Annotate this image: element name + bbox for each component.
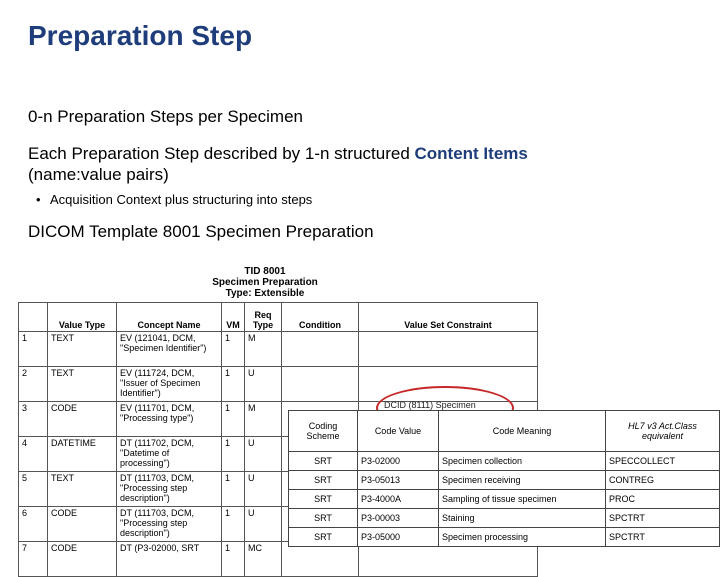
table-row — [289, 509, 720, 528]
value-set-note: DCID (8111) Specimen — [384, 400, 476, 410]
cell-condition — [282, 332, 359, 367]
header-row-number — [19, 303, 48, 332]
cell-vm: 1 — [222, 402, 245, 437]
table-row — [289, 452, 720, 471]
cell-coding-scheme: SRT — [289, 471, 358, 490]
header-value-set-constraint: Value Set Constraint — [359, 303, 538, 332]
cell-code-meaning: Staining — [439, 509, 606, 528]
cell-coding-scheme: SRT — [289, 490, 358, 509]
cell-value-type: CODE — [48, 507, 117, 542]
header-condition: Condition — [282, 303, 359, 332]
header-concept-name: Concept Name — [117, 303, 222, 332]
slide-title: Preparation Step — [28, 20, 253, 51]
header-code-meaning: Code Meaning — [439, 411, 606, 452]
bullet-dot-icon: • — [36, 192, 41, 207]
caption-line: Type: Extensible — [225, 288, 305, 299]
cell-code-value: P3-02000 — [358, 452, 439, 471]
cell-code-value: P3-4000A — [358, 490, 439, 509]
cell-code-meaning: Specimen collection — [439, 452, 606, 471]
cell-req-type: M — [245, 332, 282, 367]
cell-code-meaning: Specimen receiving — [439, 471, 606, 490]
content-items-suffix: (name:value pairs) — [28, 165, 169, 184]
cell-req-type: MC — [245, 542, 282, 577]
header-coding-scheme: Coding Scheme — [289, 411, 358, 452]
acquisition-bullet — [36, 192, 312, 207]
cell-value-type: TEXT — [48, 367, 117, 402]
cell-row-number: 6 — [19, 507, 48, 542]
cell-hl7-equivalent: SPCTRT — [606, 528, 720, 547]
cell-value-type: DATETIME — [48, 437, 117, 472]
cell-code-value: P3-05013 — [358, 471, 439, 490]
cell-code-value: P3-00003 — [358, 509, 439, 528]
cell-coding-scheme: SRT — [289, 528, 358, 547]
table-row — [289, 471, 720, 490]
cell-value-type: CODE — [48, 402, 117, 437]
header-hl7-equivalent: HL7 v3 Act.Class equivalent — [606, 411, 720, 452]
caption-line: Specimen Preparation — [212, 277, 318, 288]
cell-vm: 1 — [222, 437, 245, 472]
cell-concept-name: EV (111701, DCM, "Processing type") — [117, 402, 222, 437]
preparation-steps-text: 0-n Preparation Steps per Specimen — [28, 107, 303, 126]
cell-req-type: U — [245, 507, 282, 542]
cell-hl7-equivalent: SPCTRT — [606, 509, 720, 528]
cell-vm: 1 — [222, 332, 245, 367]
cell-condition — [282, 367, 359, 402]
cell-code-value: P3-05000 — [358, 528, 439, 547]
cell-concept-name: DT (P3-02000, SRT — [117, 542, 222, 577]
cell-concept-name: EV (121041, DCM, "Specimen Identifier") — [117, 332, 222, 367]
cell-value-type: CODE — [48, 542, 117, 577]
header-value-type: Value Type — [48, 303, 117, 332]
cell-hl7-equivalent: PROC — [606, 490, 720, 509]
content-items-prefix: Each Preparation Step described by 1-n structured — [28, 144, 415, 163]
cell-row-number: 3 — [19, 402, 48, 437]
cell-vm: 1 — [222, 367, 245, 402]
cell-vm: 1 — [222, 542, 245, 577]
template-table-header — [19, 303, 538, 332]
cell-hl7-equivalent: SPECCOLLECT — [606, 452, 720, 471]
cell-value-type: TEXT — [48, 332, 117, 367]
template-heading: DICOM Template 8001 Specimen Preparation — [28, 222, 374, 241]
content-items-link: Content Items — [414, 144, 528, 163]
header-req-type: Req Type — [245, 303, 282, 332]
cell-concept-name: DT (111702, DCM, "Datetime of processing") — [117, 437, 222, 472]
cell-concept-name: EV (111724, DCM, "Issuer of Specimen Identifier") — [117, 367, 222, 402]
cell-req-type: U — [245, 472, 282, 507]
cell-req-type: U — [245, 367, 282, 402]
cell-row-number: 1 — [19, 332, 48, 367]
header-vm: VM — [222, 303, 245, 332]
cell-value-set-constraint — [359, 332, 538, 367]
cell-code-meaning: Specimen processing — [439, 528, 606, 547]
cell-hl7-equivalent: CONTREG — [606, 471, 720, 490]
table-row — [289, 528, 720, 547]
cell-req-type: M — [245, 402, 282, 437]
code-table — [288, 410, 720, 547]
cell-concept-name: DT (111703, DCM, "Processing step description") — [117, 507, 222, 542]
table-row — [19, 332, 538, 367]
caption-line: TID 8001 — [244, 266, 286, 277]
table-row — [289, 490, 720, 509]
cell-vm: 1 — [222, 507, 245, 542]
cell-value-type: TEXT — [48, 472, 117, 507]
cell-req-type: U — [245, 437, 282, 472]
acquisition-bullet-text: Acquisition Context plus structuring into steps — [50, 192, 313, 207]
content-items-text — [28, 143, 528, 185]
cell-coding-scheme: SRT — [289, 509, 358, 528]
cell-row-number: 2 — [19, 367, 48, 402]
cell-concept-name: DT (111703, DCM, "Processing step description") — [117, 472, 222, 507]
figure-caption — [195, 266, 335, 299]
code-table-header — [289, 411, 720, 452]
cell-row-number: 4 — [19, 437, 48, 472]
header-code-value: Code Value — [358, 411, 439, 452]
cell-code-meaning: Sampling of tissue specimen — [439, 490, 606, 509]
cell-coding-scheme: SRT — [289, 452, 358, 471]
cell-row-number: 7 — [19, 542, 48, 577]
cell-vm: 1 — [222, 472, 245, 507]
cell-row-number: 5 — [19, 472, 48, 507]
